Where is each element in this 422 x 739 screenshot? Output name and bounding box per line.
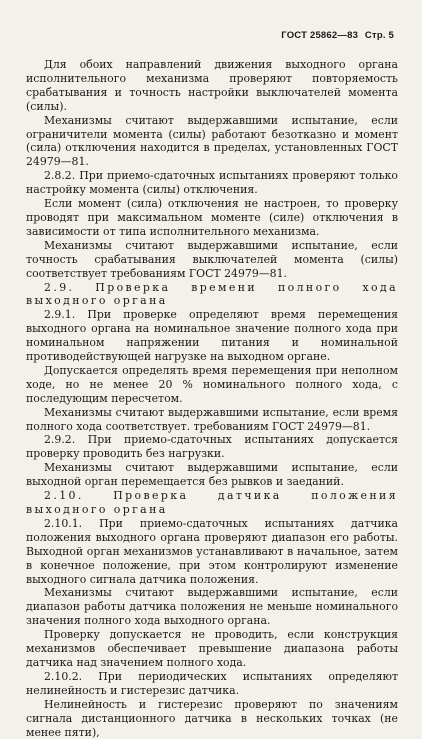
page-number: Стр. 5 [364,30,394,41]
paragraph: Если момент (сила) отключения не настроен, то проверку проводят при максимальном моменте (силе) отключения в зависимости от типа исполнительного механизма. [26,197,398,238]
paragraph: Механизмы считают выдержавшими испытание, если диапазон работы датчика положения не меньше номинального значения полного хода выходного органа. [26,586,398,628]
paragraph: Для обоих направлений движения выходного органа исполнительного механизма проверяют повторяемость срабатывания и точность настройки выключателей момента (силы). [26,58,398,113]
paragraph: Проверку допускается не проводить, если конструкция механизмов обеспечивает превышение диапазона работы датчика над значением полного хода. [26,628,398,669]
paragraph: 2.9.2. При приемо-сдаточных испытаниях допускается проверку проводить без нагрузки. [26,433,398,461]
document-body [26,58,398,739]
paragraph: 2.9.1. При проверке определяют время перемещения выходного органа на номинальное значение полного хода при номинальном напряжении питания и номинальной противодействующей нагрузке на выходном органе. [26,308,398,364]
paragraph: Механизмы считают выдержавшими испытание, если время полного хода соответствует. требованиям ГОСТ 24979—81. [26,405,398,433]
paragraph: Механизмы считают выдержавшими испытание, если выходной орган перемещается без рывков и заеданий. [26,461,398,489]
paragraph: 2.10.1. При приемо-сдаточных испытаниях датчика положения выходного органа проверяют диапазон его работы. Выходной орган механизмов устанавливают в начальное, затем в конечное положение, при этом контролируют изменение выходного сигнала датчика положения. [26,516,398,586]
section-heading-2-9: 2.9. Проверка времени полного хода выходного органа [26,280,398,308]
paragraph: Нелинейность и гистерезис проверяют по значениям сигнала дистанционного датчика в нескольких точках (не менее пяти), [26,697,398,739]
paragraph: Механизмы считают выдержавшими испытание, если ограничители момента (силы) работают безотказно и момент (сила) отключения находится в пределах, установленных ГОСТ 24979—81. [26,113,398,169]
standard-number: ГОСТ 25862—83 [281,30,359,41]
section-heading-2-10: 2.10. Проверка датчика положения выходного органа [26,489,398,516]
paragraph: Допускается определять время перемещения при неполном ходе, но не менее 20 % номинального полного хода, с последующим пересчетом. [26,363,398,405]
paragraph: Механизмы считают выдержавшими испытание, если точность срабатывания выключателей момента (силы) соответствует требованиям ГОСТ 24979—81. [26,238,398,280]
paragraph: 2.8.2. При приемо-сдаточных испытаниях проверяют только настройку момента (силы) отключения. [26,169,398,197]
page-header [281,30,394,41]
paragraph: 2.10.2. При периодических испытаниях определяют нелинейность и гистерезис датчика. [26,669,398,697]
